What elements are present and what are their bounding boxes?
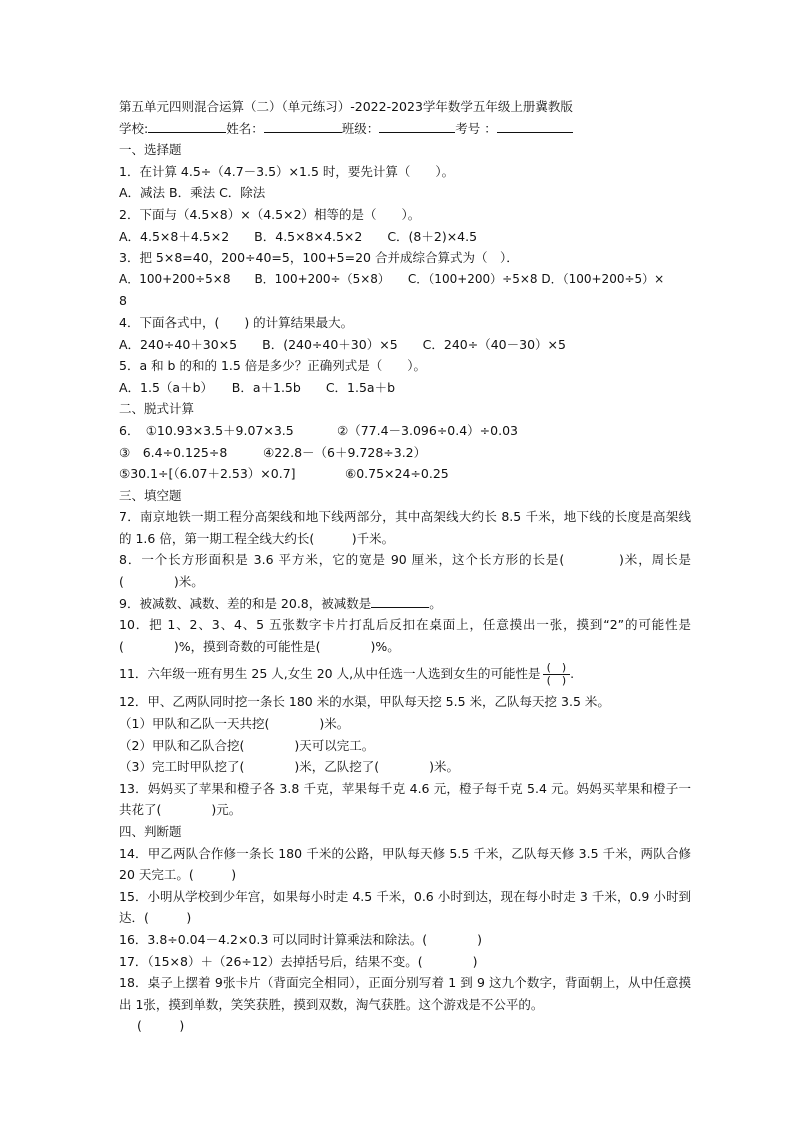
question-9 (119, 593, 691, 615)
question-11-text: 11．六年级一班有男生 25 人,女生 20 人,从中任选一人选到女生的可能性是 (119, 666, 541, 682)
question-1-options: A．减法 B．乘法 C．除法 (119, 185, 266, 201)
school-label: 学校: (119, 120, 149, 136)
question-15: 15．小明从学校到少年宫，如果每小时走 4.5 千米，0.6 小时到达，现在每小时走 3 千米，0.9 小时到达．( ) (119, 888, 691, 926)
question-11-end: . (570, 666, 575, 682)
section-heading: 一、选择题 (119, 142, 182, 158)
question-9-text: 9．被减数、减数、差的和是 20.8，被减数是 (119, 595, 372, 611)
calc-row (119, 463, 691, 485)
exam-no-label: 考号 ： (455, 120, 497, 136)
calc-row (119, 442, 691, 464)
section-heading: 二、脱式计算 (119, 401, 195, 417)
calc-item-5: ⑤30.1÷[（6.07＋2.53）×0.7] (119, 466, 296, 482)
question-16: 16．3.8÷0.04－4.2×0.3 可以同时计算乘法和除法。( ) (119, 931, 483, 947)
question-18-answer[interactable]: ( ) (137, 1018, 185, 1034)
question-13: 13．妈妈买了苹果和橙子各 3.8 千克，苹果每千克 4.6 元，橙子每千克 5.4 元。妈妈买苹果和橙子一共花了( )元。 (119, 780, 691, 818)
question-1: 1．在计算 4.5÷（4.7－3.5）×1.5 时，要先计算（ ）。 (119, 163, 455, 179)
question-7: 7．南京地铁一期工程分高架线和地下线两部分，其中高架线大约长 8.5 千米，地下线的长度是高架线的 1.6 倍，第一期工程全线大约长( )千米。 (119, 509, 691, 546)
section-heading: 三、填空题 (119, 487, 182, 503)
name-label: 姓名： (226, 120, 264, 136)
calc-item-4: ④22.8－（6＋9.728÷3.2） (263, 444, 427, 460)
question-10: 10．把 1、2、3、4、5 五张数字卡片打乱后反扣在桌面上，任意摸出一张，摸到“2”的可能性是( )%，摸到奇数的可能性是( )%。 (119, 617, 691, 654)
calc-item-1: 6． ①10.93×3.5＋9.07×3.5 (119, 422, 294, 438)
student-info-line (119, 118, 691, 140)
question-2-options: A．4.5×8＋4.5×2 B．4.5×8×4.5×2 C．(8＋2)×4.5 (119, 228, 478, 244)
fraction-denominator: ( ) (546, 674, 567, 688)
question-2: 2．下面与（4.5×8）×（4.5×2）相等的是（ ）。 (119, 206, 421, 222)
calc-row (119, 420, 691, 442)
doc-title: 第五单元四则混合运算（二）（单元练习）-2022-2023学年数学五年级上册冀教版 (119, 99, 573, 114)
calc-item-6: ⑥0.75×24÷0.25 (345, 466, 449, 482)
question-17: 17．（15×8）＋（26÷12）去掉括号后，结果不变。( ) (119, 953, 478, 969)
question-3: 3．把 5×8=40，200÷40=5，100+5=20 合并成综合算式为（ ）． (119, 250, 519, 266)
calc-item-2: ②（77.4－3.096÷0.4）÷0.03 (337, 422, 518, 438)
exam-no-blank[interactable] (497, 118, 573, 133)
question-12-part-3: （3）完工时甲队挖了( )米，乙队挖了( )米。 (119, 759, 459, 775)
question-12: 12．甲、乙两队同时挖一条长 180 米的水渠，甲队每天挖 5.5 米，乙队每天挖 3.5 米。 (119, 694, 610, 710)
class-blank[interactable] (379, 118, 455, 133)
class-label: 班级： (341, 120, 380, 136)
calc-item-3: ③ 6.4÷0.125÷8 (119, 444, 228, 460)
question-14: 14．甲乙两队合作修一条长 180 千米的公路，甲队每天修 5.5 千米，乙队每天修 3.5 千米，两队合修 20 天完工。( ) (119, 845, 691, 883)
question-4-options: A．240÷40＋30×5 B．(240÷40＋30）×5 C．240÷（40－30）×5 (119, 336, 566, 352)
question-9-end: 。 (429, 595, 442, 611)
question-12-part-1: （1）甲队和乙队一天共挖( )米。 (119, 716, 350, 732)
school-blank[interactable] (148, 118, 226, 133)
question-4: 4．下面各式中，( ) 的计算结果最大。 (119, 314, 354, 330)
worksheet (119, 96, 691, 1037)
question-11 (119, 661, 691, 687)
question-5-options: A．1.5（a＋b） B．a＋1.5b C．1.5a＋b (119, 379, 396, 395)
question-5: 5．a 和 b 的和的 1.5 倍是多少？正确列式是（ ）。 (119, 358, 427, 374)
question-8: 8．一个长方形面积是 3.6 平方米，它的宽是 90 厘米，这个长方形的长是( )米，周长是( )米。 (119, 552, 691, 590)
question-3-options: A．100+200÷5×8 B．100+200÷（5×8） C．（100+200）÷5×8 D．（100+200÷5）× (119, 271, 665, 286)
answer-blank[interactable] (371, 593, 429, 608)
fraction-answer[interactable] (543, 662, 571, 687)
name-blank[interactable] (264, 118, 342, 133)
question-18: 18．桌子上摆着 9张卡片（背面完全相同），正面分别写着 1 到 9 这九个数字，背面朝上，从中任意摸出 1张，摸到单数，笑笑获胜，摸到双数，淘气获胜。这个游戏是不公平的。 (119, 975, 691, 1012)
question-12-part-2: （2）甲队和乙队合挖( )天可以完工。 (119, 737, 375, 753)
section-heading: 四、判断题 (119, 824, 182, 839)
fraction-numerator: ( ) (543, 662, 571, 675)
question-3-options-cont: 8 (119, 293, 127, 309)
